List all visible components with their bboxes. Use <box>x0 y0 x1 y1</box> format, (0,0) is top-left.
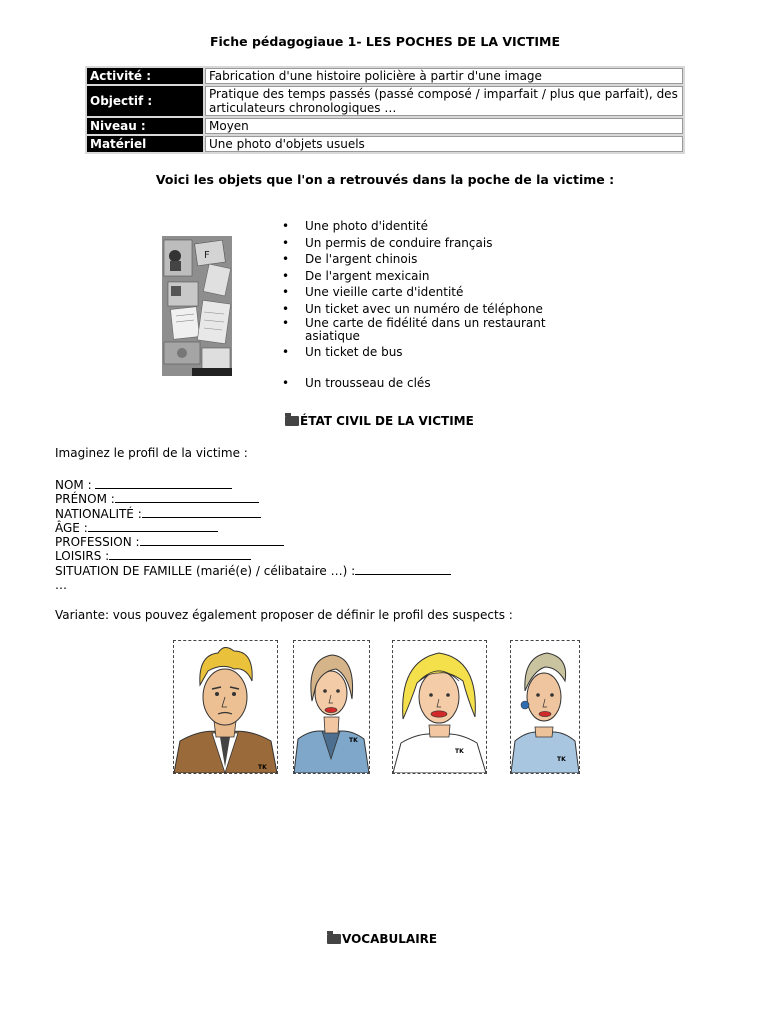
list-item: • Un permis de conduire français <box>282 237 582 250</box>
ellipsis: … <box>55 578 67 593</box>
field-blank[interactable] <box>95 478 232 489</box>
field-label: PROFESSION : <box>55 535 140 550</box>
info-row-objectif <box>87 86 683 116</box>
field-blank[interactable] <box>88 521 218 532</box>
field-age <box>55 521 451 535</box>
pocket-objects-photo <box>162 236 232 376</box>
folder-icon <box>327 934 341 944</box>
field-label: PRÉNOM : <box>55 492 115 507</box>
artist-signature: TK <box>557 756 566 763</box>
info-label: Objectif : <box>87 86 203 116</box>
info-value: Moyen <box>205 118 683 134</box>
variante-text: Variante: vous pouvez également proposer de définir le profil des suspects : <box>55 608 513 622</box>
section-vocabulaire <box>327 932 437 946</box>
list-item: • Un ticket avec un numéro de téléphone <box>282 303 582 316</box>
field-label: ÂGE : <box>55 520 88 535</box>
suspect-card-2 <box>293 640 370 774</box>
imagine-text: Imaginez le profil de la victime : <box>55 446 248 460</box>
info-label: Matériel <box>87 136 203 152</box>
suspect-card-4 <box>510 640 580 774</box>
artist-signature: TK <box>258 764 267 771</box>
info-label: Activité : <box>87 68 203 84</box>
field-situation-famille <box>55 564 451 578</box>
license-card-letter: F <box>204 250 210 261</box>
field-label: NOM : <box>55 478 92 492</box>
profile-form <box>55 478 451 592</box>
field-blank[interactable] <box>115 492 259 503</box>
field-nationalite <box>55 507 451 521</box>
list-item: • Une carte de fidélité dans un restaurant asiatique <box>282 317 570 343</box>
field-blank[interactable] <box>355 564 451 575</box>
info-value: Une photo d'objets usuels <box>205 136 683 152</box>
field-blank[interactable] <box>140 535 284 546</box>
artist-signature: TK <box>455 748 464 755</box>
suspect-portrait-woman-2 <box>393 641 486 773</box>
info-value: Fabrication d'une histoire policière à partir d'une image <box>205 68 683 84</box>
field-loisirs <box>55 549 451 563</box>
suspect-portrait-man <box>174 641 277 773</box>
info-row-materiel <box>87 136 683 152</box>
list-item: • Une photo d'identité <box>282 220 582 233</box>
list-item: • Un ticket de bus <box>282 346 582 359</box>
info-row-niveau <box>87 118 683 134</box>
list-item: • De l'argent chinois <box>282 253 582 266</box>
suspect-card-1 <box>173 640 278 774</box>
info-label: Niveau : <box>87 118 203 134</box>
field-profession <box>55 535 451 549</box>
field-blank[interactable] <box>109 549 251 560</box>
pocket-objects-list <box>282 220 582 394</box>
field-blank[interactable] <box>142 507 261 518</box>
suspect-card-3 <box>392 640 487 774</box>
field-nom <box>55 478 451 492</box>
info-value: Pratique des temps passés (passé composé / imparfait / plus que parfait), des articulateurs chronologiques … <box>205 86 683 116</box>
artist-signature: TK <box>349 737 358 744</box>
list-item: • De l'argent mexicain <box>282 270 582 283</box>
list-item: • Une vieille carte d'identité <box>282 286 582 299</box>
field-prenom <box>55 492 451 506</box>
section-vocabulaire-label: VOCABULAIRE <box>342 932 438 946</box>
suspect-portrait-woman-3 <box>511 641 579 773</box>
field-label: SITUATION DE FAMILLE (marié(e) / célibataire …) : <box>55 563 356 578</box>
section-etat-civil <box>285 414 474 428</box>
info-table <box>85 66 685 154</box>
field-label: LOISIRS : <box>55 549 110 564</box>
pocket-objects-illustration <box>162 236 232 376</box>
folder-icon <box>285 416 299 426</box>
info-row-activite <box>87 68 683 84</box>
section-etat-civil-label: ÉTAT CIVIL DE LA VICTIME <box>300 414 474 428</box>
field-label: NATIONALITÉ : <box>55 506 142 521</box>
suspect-portrait-woman-1 <box>294 641 369 773</box>
objects-heading: Voici les objets que l'on a retrouvés dans la poche de la victime : <box>155 172 615 187</box>
list-item: • Un trousseau de clés <box>282 377 582 390</box>
page-title: Fiche pédagogiaue 1- LES POCHES DE LA VICTIME <box>209 34 561 49</box>
